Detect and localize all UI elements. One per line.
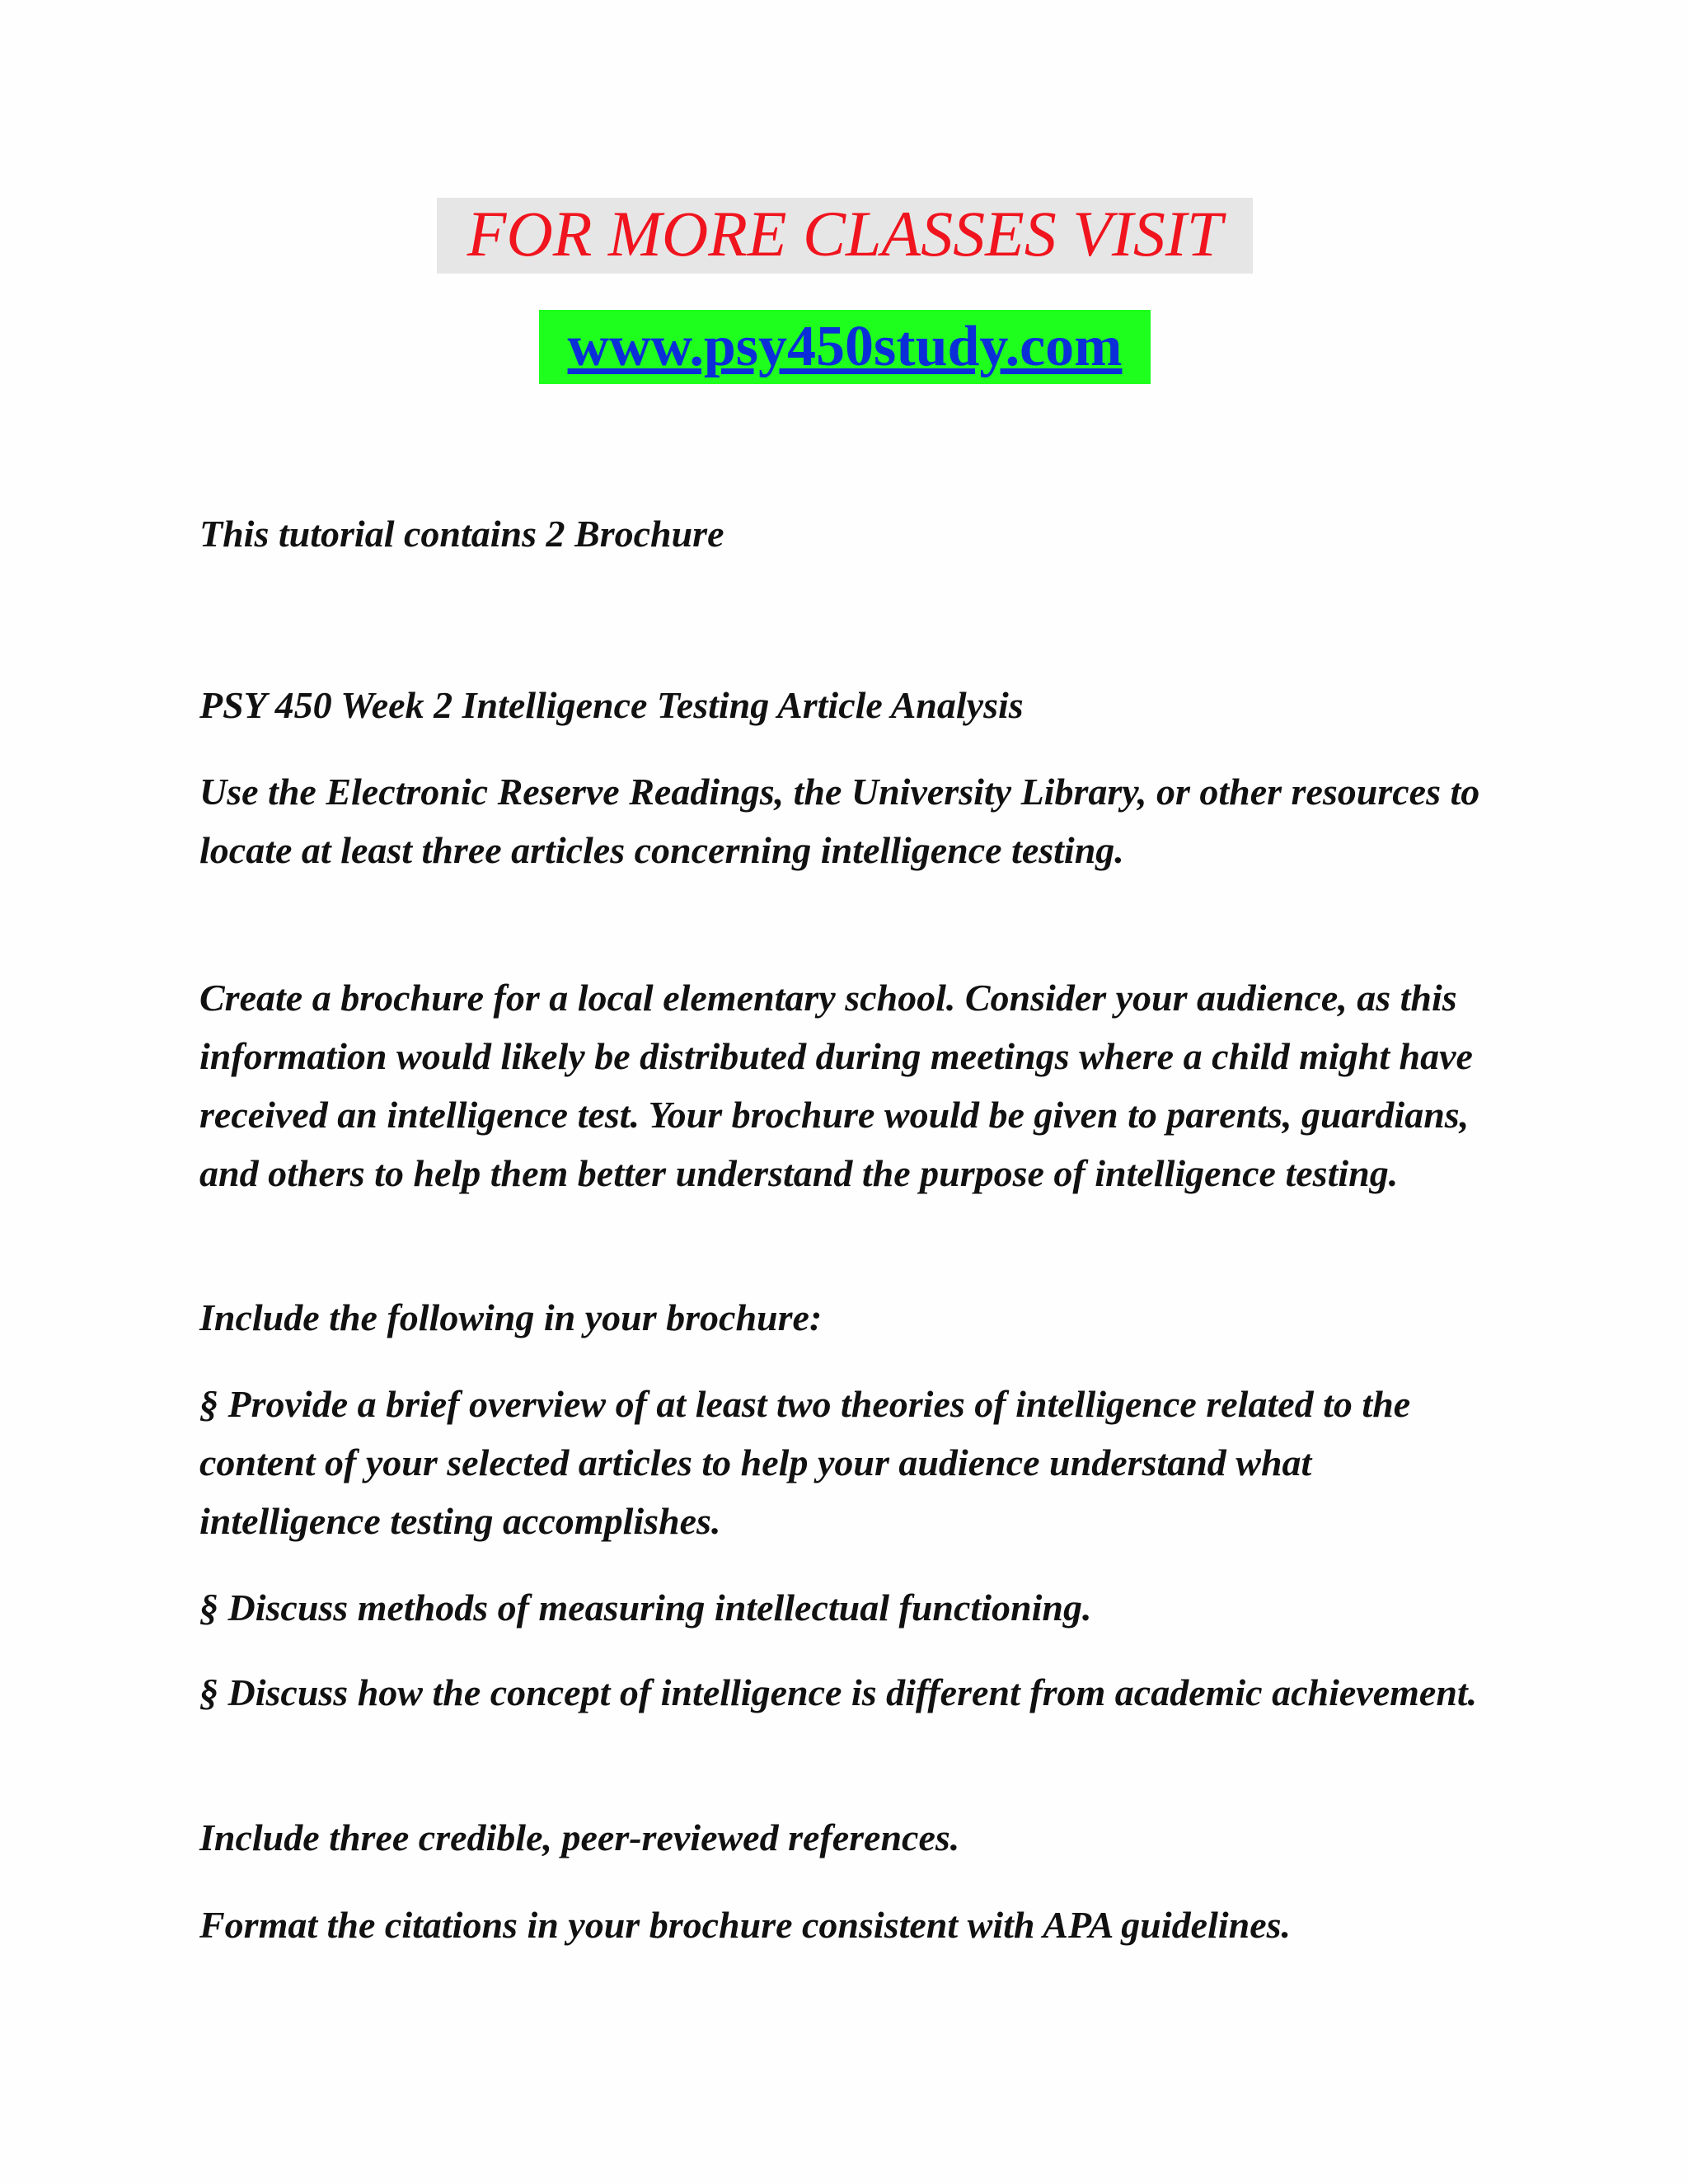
bullet-2-text: § Discuss methods of measuring intellectual functioning. (199, 1586, 1092, 1629)
paragraph-4 (199, 1808, 1502, 1867)
intro-text (199, 504, 1502, 563)
header-title: FOR MORE CLASSES VISIT (467, 198, 1223, 269)
bullet-1-text: § Provide a brief overview of at least two theories of intelligence related to the content of your selected articles to help your audience understand what intelligence testing accomplishes. (199, 1383, 1411, 1542)
paragraph-5 (199, 1896, 1502, 1954)
paragraph-3-text: Include the following in your brochure: (199, 1296, 823, 1338)
paragraph-3 (199, 1288, 1502, 1347)
paragraph-2 (199, 968, 1502, 1202)
course-title (199, 676, 1502, 734)
paragraph-4-text: Include three credible, peer-reviewed references. (199, 1816, 960, 1858)
paragraph-1 (199, 762, 1502, 879)
paragraph-2-text: Create a brochure for a local elementary school. Consider your audience, as this information would likely be distributed during meetings where a child might have received an intelligence test. Your brochure would be given to parents, guardians, and others to help them better understand the purpose of intelligence testing. (199, 977, 1473, 1194)
bullet-2 (199, 1578, 1502, 1637)
bullet-3 (199, 1663, 1502, 1722)
course-title-line: PSY 450 Week 2 Intelligence Testing Article Analysis (199, 684, 1024, 726)
intro-line: This tutorial contains 2 Brochure (199, 513, 724, 555)
paragraph-5-text: Format the citations in your brochure consistent with APA guidelines. (199, 1904, 1292, 1946)
bullet-1 (199, 1375, 1502, 1550)
website-link[interactable]: www.psy450study.com (567, 315, 1123, 378)
bullet-3-text: § Discuss how the concept of intelligence is different from academic achievement. (199, 1671, 1478, 1713)
paragraph-1-text: Use the Electronic Reserve Readings, the University Library, or other resources to locate at least three articles concerning intelligence testing. (199, 771, 1480, 871)
